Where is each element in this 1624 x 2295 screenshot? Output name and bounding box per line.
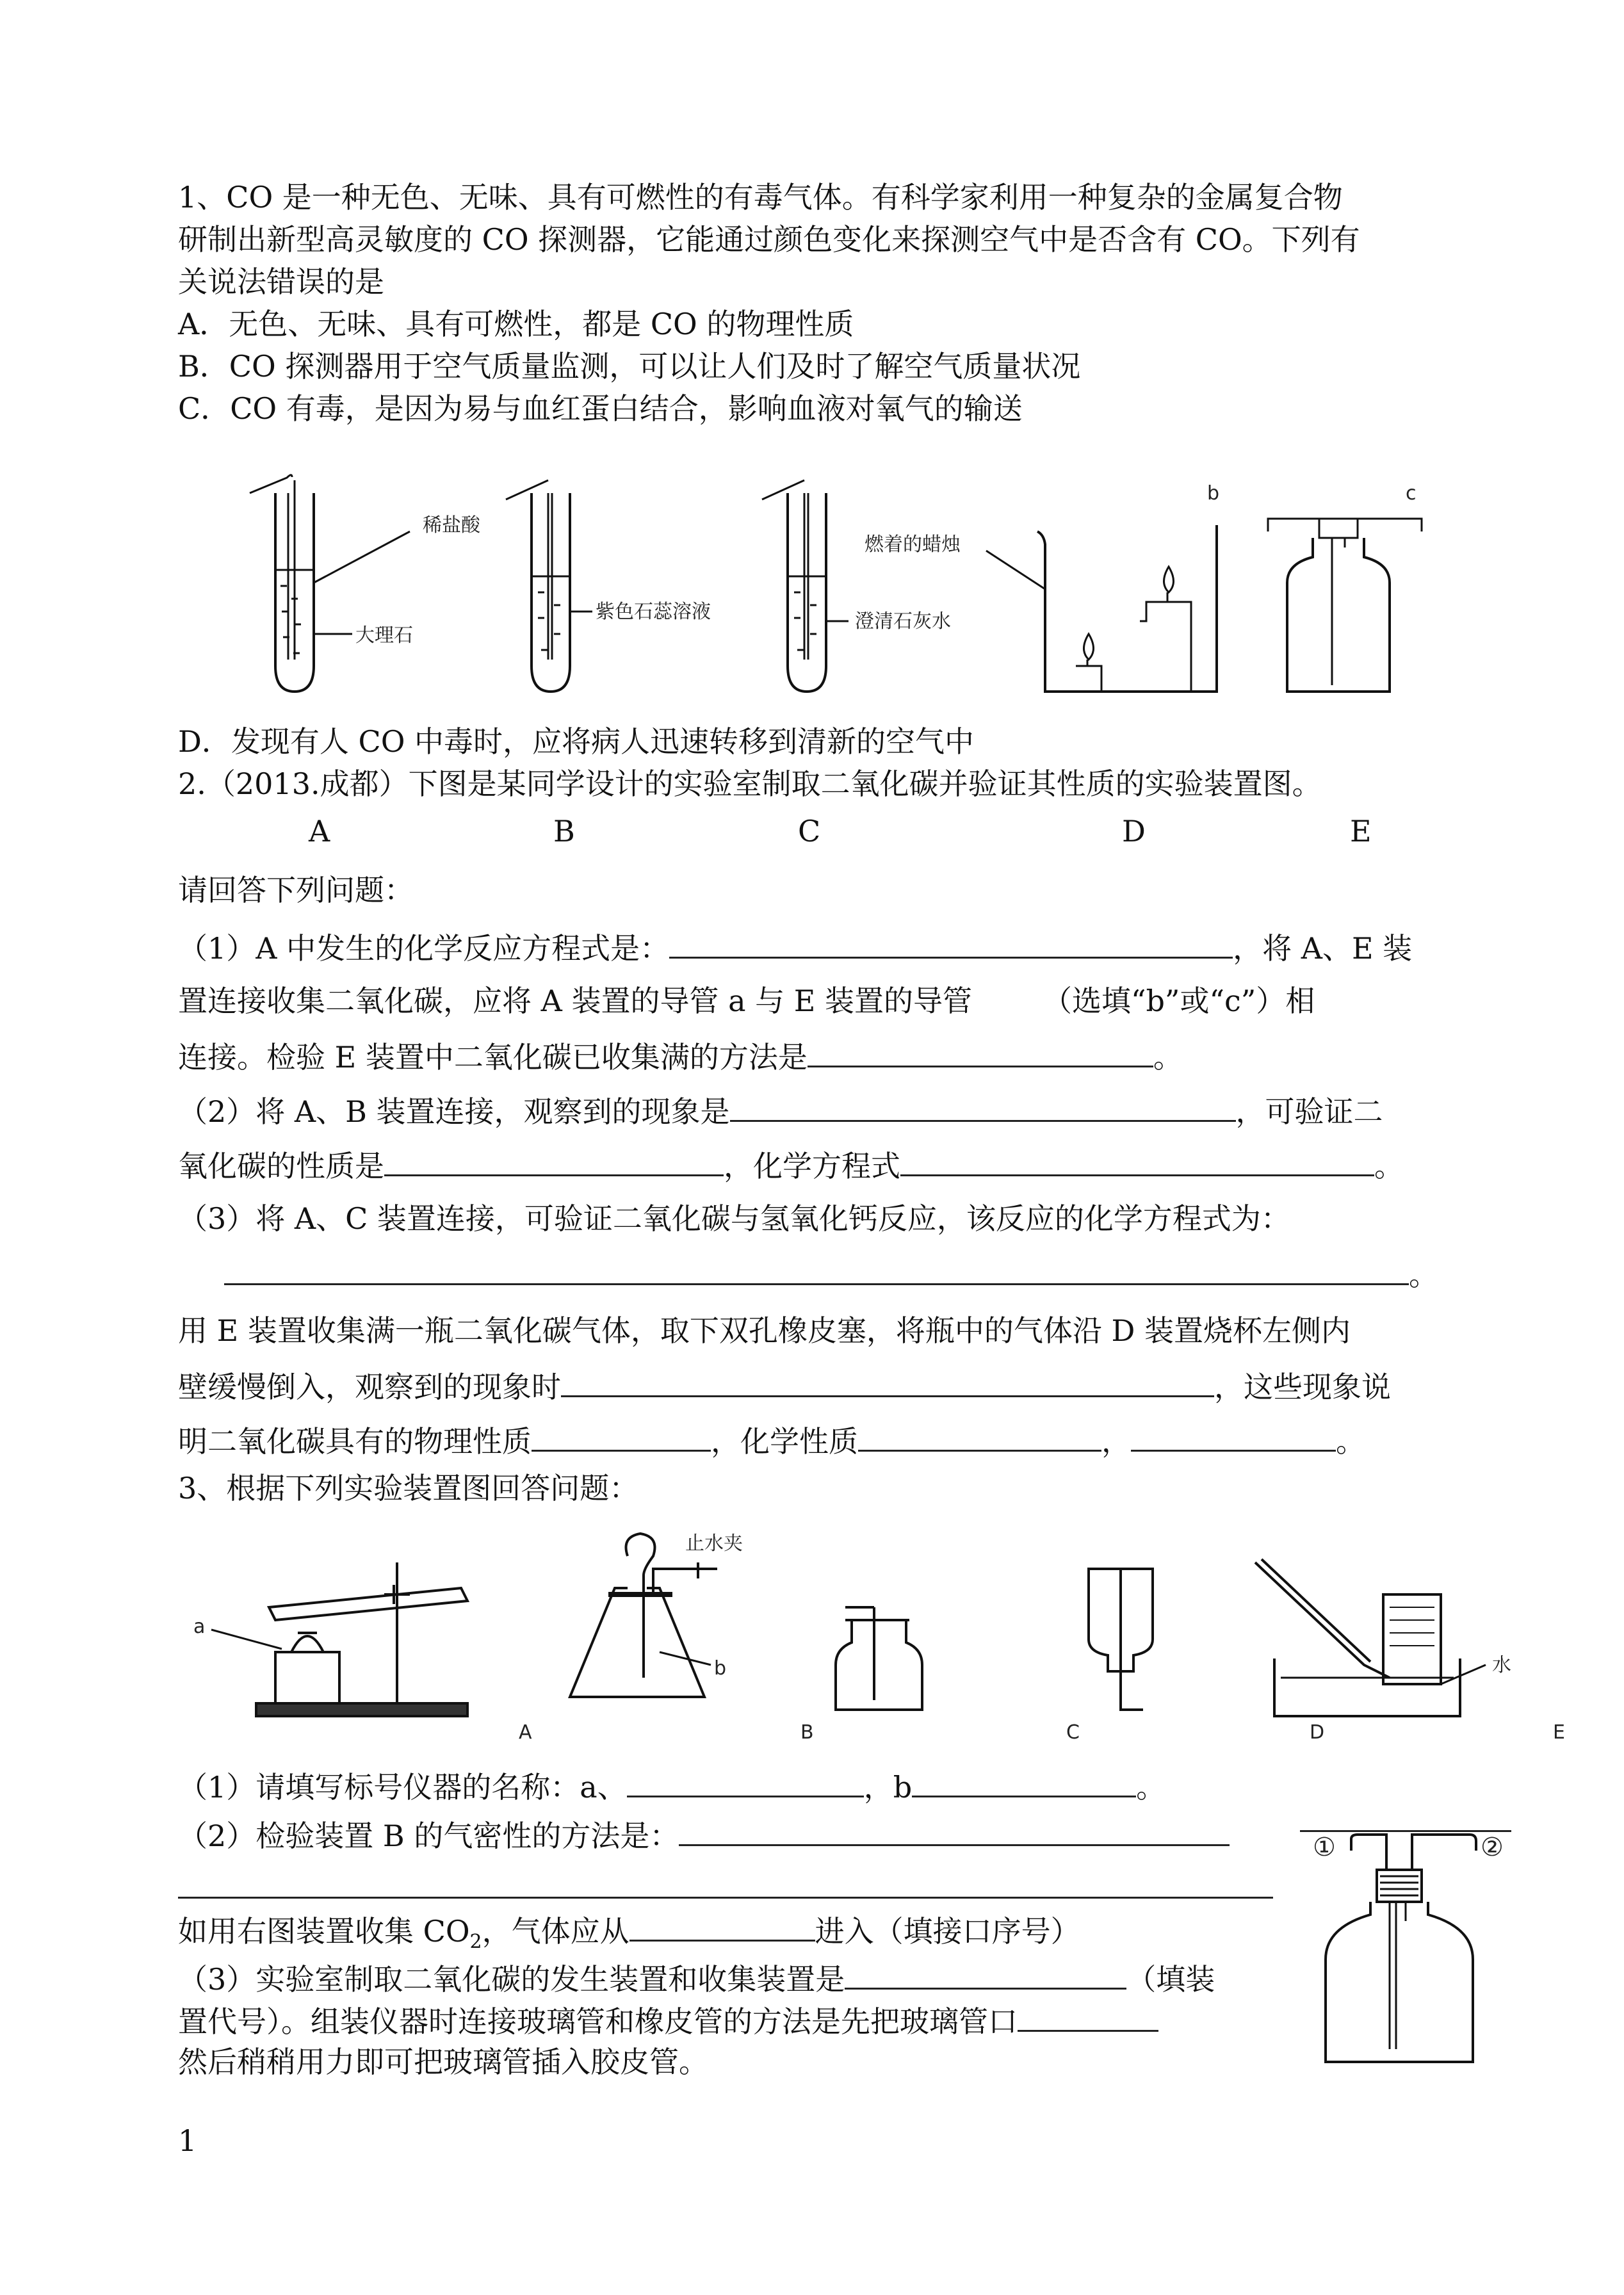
apparatus-c — [836, 1607, 922, 1710]
q3-p2-co2-text-c: 进入（填接口序号） — [815, 1914, 1080, 1949]
q3-p1-blank-b[interactable] — [912, 1767, 1136, 1797]
q3-p3-text-c: 置代号）。组装仪器时连接玻璃管和橡皮管的方法是先把玻璃管口 — [178, 2004, 1018, 2039]
q1-option-d: D．发现有人 CO 中毒时，应将病人迅速转移到清新的空气中 — [178, 724, 975, 759]
q3-part2-co2 — [178, 1911, 1080, 1960]
q2-part4-line1: 用 E 装置收集满一瓶二氧化碳气体，取下双孔橡皮塞，将瓶中的气体沿 D 装置烧杯左侧内 — [178, 1313, 1351, 1348]
fig3-label-water: 水 — [1492, 1654, 1511, 1676]
fig3-label-a: a — [193, 1616, 206, 1638]
q3-p1-text-c: 。 — [1136, 1770, 1166, 1804]
q2-p4-text-e: ，化学性质 — [711, 1424, 858, 1459]
q3-p3-blank-apparatus[interactable] — [845, 1959, 1126, 1990]
apparatus-e — [1255, 1559, 1486, 1716]
fig3-label-clamp: 止水夹 — [685, 1532, 743, 1555]
q2-part2-line2 — [178, 1146, 1404, 1184]
q2-p1-blank-method[interactable] — [808, 1037, 1153, 1067]
q2-stem: 2.（2013.成都）下图是某同学设计的实验室制取二氧化碳并验证其性质的实验装置图。 — [178, 766, 1322, 801]
figure-co2-apparatus — [231, 474, 1460, 711]
fig3-label-C: C — [1066, 1721, 1080, 1742]
bottle-port-1: ① — [1313, 1833, 1336, 1862]
q2-p4-blank-chemical-2[interactable] — [1131, 1422, 1336, 1452]
q2-p1-text-d: （选填“b”或“c”）相 — [1042, 984, 1315, 1018]
q2-p2-blank-property[interactable] — [384, 1146, 724, 1176]
beaker-d — [986, 525, 1217, 692]
q2-p4-text-g: 。 — [1336, 1424, 1365, 1459]
label-dilute-hcl: 稀盐酸 — [423, 514, 480, 537]
test-tube-b — [506, 480, 592, 692]
q1-option-b: B．CO 探测器用于空气质量监测，可以让人们及时了解空气质量状况 — [178, 349, 1081, 384]
q2-fig-label-c: C — [798, 814, 821, 848]
q2-part4-line3 — [178, 1422, 1365, 1459]
q2-p2-blank-equation[interactable] — [900, 1146, 1374, 1176]
q2-prompt: 请回答下列问题： — [178, 873, 414, 907]
q1-option-a: A．无色、无味、具有可燃性，都是 CO 的物理性质 — [178, 307, 854, 341]
apparatus-a — [211, 1562, 467, 1716]
q2-p4-text-d: 明二氧化碳具有的物理性质 — [178, 1424, 532, 1459]
q2-p2-text-a: （2）将 A、B 装置连接，观察到的现象是 — [178, 1094, 730, 1129]
page-number: 1 — [178, 2123, 197, 2158]
q2-p2-text-c: 氧化碳的性质是 — [178, 1149, 384, 1183]
label-corner-c: c — [1406, 482, 1417, 505]
q3-p2-blank-port[interactable] — [629, 1911, 815, 1942]
q2-p1-text-a: （1）A 中发生的化学反应方程式是： — [178, 931, 670, 966]
test-tube-c — [762, 480, 849, 692]
test-tube-a — [250, 475, 410, 692]
q3-p3-blank-method[interactable] — [1018, 2002, 1158, 2032]
q2-p1-text-c: 置连接收集二氧化碳，应将 A 装置的导管 a 与 E 装置的导管 — [178, 984, 972, 1018]
bottle-port-2: ② — [1481, 1833, 1504, 1862]
q2-p2-text-b: ，可验证二 — [1235, 1094, 1383, 1129]
label-litmus: 紫色石蕊溶液 — [596, 601, 711, 623]
q2-part1-line2 — [178, 983, 1315, 1019]
figure-gas-collection-bottle — [1300, 1831, 1518, 2075]
q3-p2-text: （2）检验装置 B 的气密性的方法是： — [178, 1819, 679, 1853]
q2-part4-line2 — [178, 1367, 1391, 1405]
label-corner-b: b — [1207, 482, 1220, 505]
q2-part1-line3 — [178, 1037, 1183, 1075]
q2-p2-text-e: 。 — [1374, 1149, 1404, 1183]
q2-p3-blank-equation[interactable] — [224, 1255, 1409, 1285]
q2-fig-label-e: E — [1350, 814, 1372, 848]
fig3-label-B: B — [800, 1721, 814, 1742]
q2-part1-line1 — [178, 929, 1412, 966]
fig3-label-A: A — [519, 1721, 532, 1742]
fig3-label-D: D — [1310, 1721, 1325, 1742]
q3-part1 — [178, 1767, 1165, 1805]
q1-option-c: C．CO 有毒，是因为易与血红蛋白结合，影响血液对氧气的输送 — [178, 391, 1023, 426]
q2-p3-text-b: 。 — [1409, 1258, 1438, 1292]
q3-stem: 3、根据下列实验装置图回答问题： — [178, 1471, 639, 1505]
q2-p1-text-f: 。 — [1153, 1040, 1183, 1075]
apparatus-d — [1089, 1569, 1153, 1710]
q2-part3-line1: （3）将 A、C 装置连接，可验证二氧化碳与氢氧化钙反应，该反应的化学方程式为： — [178, 1201, 1290, 1236]
q3-p2-blank-method[interactable] — [679, 1816, 1230, 1846]
q3-p2-co2-text-a: 如用右图装置收集 CO — [178, 1914, 470, 1949]
q2-p4-text-f: ， — [1101, 1424, 1131, 1459]
q2-p4-blank-chemical-1[interactable] — [858, 1422, 1101, 1452]
q3-p3-text-a: （3）实验室制取二氧化碳的发生装置和收集装置是 — [178, 1962, 845, 1997]
label-limewater: 澄清石灰水 — [855, 610, 951, 633]
gas-bottle-e — [1268, 519, 1422, 692]
q3-p2-co2-text-b: ，气体应从 — [482, 1914, 629, 1949]
q3-p1-blank-a[interactable] — [627, 1767, 864, 1797]
q2-p2-text-d: ，化学方程式 — [724, 1149, 900, 1183]
q2-p4-text-b: 壁缓慢倒入，观察到的现象时 — [178, 1370, 561, 1404]
q1-stem-line1: 1、CO 是一种无色、无味、具有可燃性的有毒气体。有科学家利用一种复杂的金属复合物 — [178, 180, 1343, 215]
q2-p4-text-c: ，这些现象说 — [1214, 1370, 1391, 1404]
q3-part3-line2 — [178, 2002, 1158, 2040]
q2-fig-label-b: B — [553, 814, 575, 848]
fig3-label-E: E — [1553, 1721, 1565, 1742]
q3-p1-text-a: （1）请填写标号仪器的名称：a、 — [178, 1770, 627, 1804]
fig3-label-b: b — [714, 1657, 727, 1680]
q2-part2-line1 — [178, 1092, 1383, 1130]
q2-fig-label-d: D — [1122, 814, 1146, 848]
q2-part3-line2 — [224, 1255, 1438, 1293]
q3-p2-blank-line2[interactable] — [178, 1897, 1273, 1899]
q3-p2-co2-subscript: 2 — [469, 1931, 482, 1954]
q2-fig-label-a: A — [309, 814, 330, 848]
figure-lab-apparatus — [186, 1524, 1595, 1742]
q2-p4-blank-phenomenon[interactable] — [561, 1367, 1214, 1397]
q2-p1-blank-equation[interactable] — [669, 929, 1233, 959]
q3-part3-line1 — [178, 1959, 1215, 1997]
apparatus-b — [570, 1534, 717, 1697]
q1-stem-line2: 研制出新型高灵敏度的 CO 探测器，它能通过颜色变化来探测空气中是否含有 CO。下列有 — [178, 222, 1360, 257]
q3-part2 — [178, 1816, 1230, 1854]
q1-stem-line3: 关说法错误的是 — [178, 264, 384, 299]
q3-p3-text-b: （填装 — [1126, 1962, 1215, 1997]
q2-p1-text-b: ，将 A、E 装 — [1233, 931, 1413, 966]
label-marble: 大理石 — [355, 624, 413, 647]
q2-p4-blank-physical[interactable] — [532, 1422, 711, 1452]
label-burning-candle: 燃着的蜡烛 — [865, 533, 961, 556]
q3-part3-line3: 然后稍稍用力即可把玻璃管插入胶皮管。 — [178, 2045, 708, 2079]
q3-p1-text-b: ，b — [863, 1770, 913, 1804]
q2-p2-blank-phenomenon[interactable] — [730, 1092, 1236, 1122]
q2-p1-text-e: 连接。检验 E 装置中二氧化碳已收集满的方法是 — [178, 1040, 808, 1075]
